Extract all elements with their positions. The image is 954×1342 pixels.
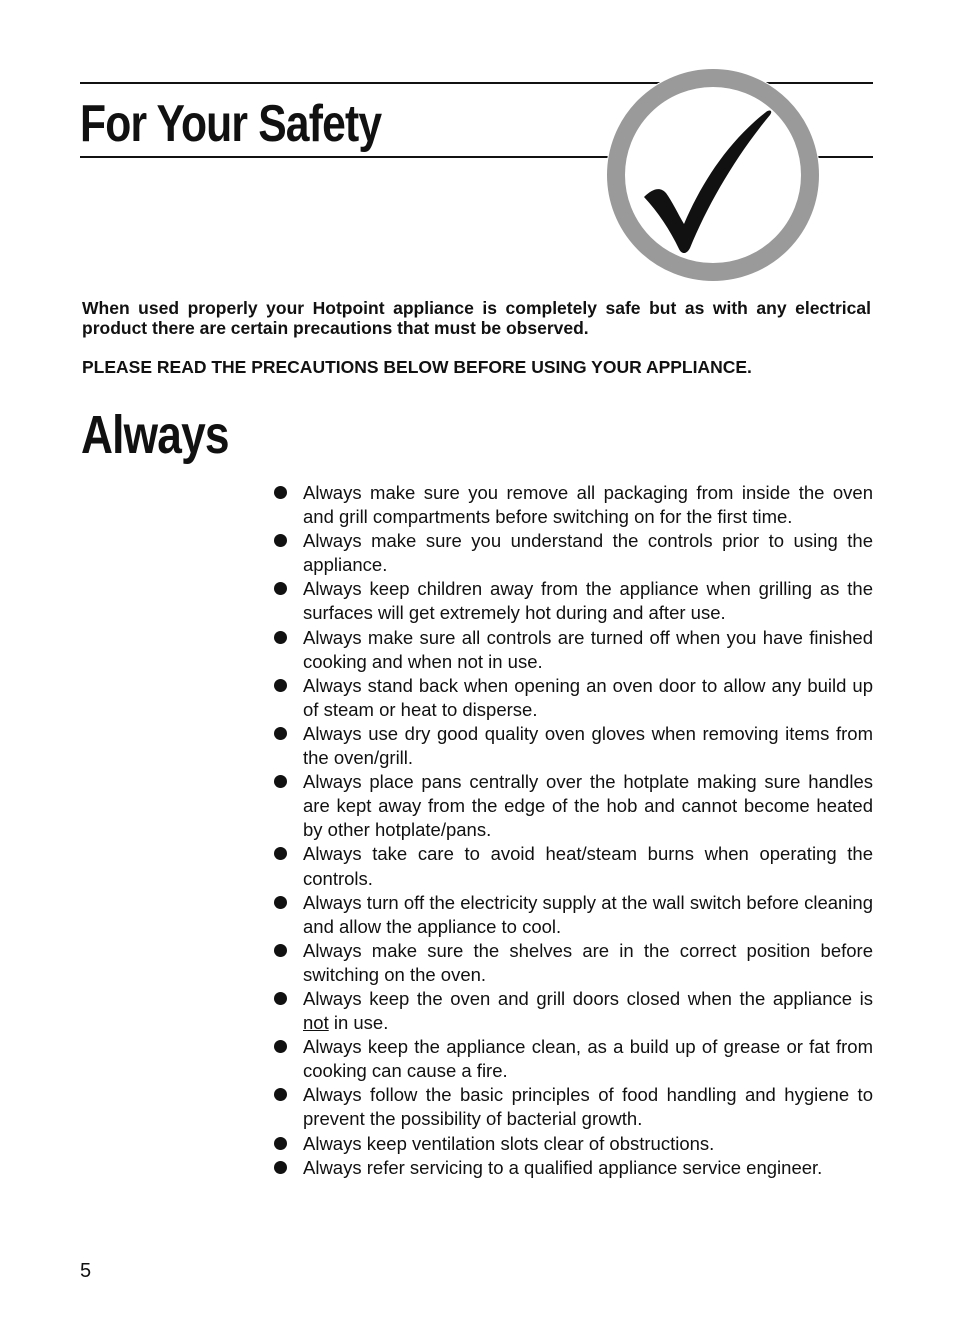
list-item-text: Always place pans centrally over the hotplate making sure handles are kept away from the edge of the hob and cannot become heated by other hotplate/pans. [303,771,873,841]
list-item-text-start: Always keep the oven and grill doors closed when the appliance is [303,987,873,1009]
bullet-icon [274,1088,287,1101]
list-item-text: Always make sure the shelves are in the correct position before switching on the oven. [303,939,873,985]
precautions-notice: PLEASE READ THE PRECAUTIONS BELOW BEFORE USING YOUR APPLIANCE. [82,357,752,377]
bullet-icon [274,775,287,788]
list-item-text: Always keep the appliance clean, as a build up of grease or fat from cooking can cause a fire. [303,1036,873,1082]
bullet-icon [274,1040,287,1053]
list-item-text: Always refer servicing to a qualified appliance service engineer. [303,1156,823,1178]
list-item [272,770,873,842]
list-item [272,674,873,722]
list-item-text: Always stand back when opening an oven door to allow any build up of steam or heat to disperse. [303,674,873,720]
list-item [272,842,873,890]
list-item [272,891,873,939]
list-item [272,939,873,987]
emphasized-word: not [303,1012,329,1034]
intro-paragraph: When used properly your Hotpoint appliance is completely safe but as with any electrical product there are certain precautions that must be observed. [82,298,871,338]
bullet-icon [274,679,287,692]
list-item-text: Always turn off the electricity supply at the wall switch before cleaning and allow the appliance to cool. [303,891,873,937]
list-item [272,1156,873,1180]
bullet-icon [274,486,287,499]
list-item-text: Always keep ventilation slots clear of obstructions. [303,1132,715,1154]
list-item [272,987,873,1035]
list-item [272,481,873,529]
list-item-text-end: in use. [328,1012,389,1034]
list-item [272,1035,873,1083]
list-item [272,1132,873,1156]
bullet-icon [274,582,287,595]
checkmark-circle-icon [598,64,828,294]
list-item [272,1083,873,1131]
bullet-icon [274,534,287,547]
list-item-text [303,988,873,1033]
list-item [272,626,873,674]
page-number: 5 [80,1260,92,1282]
list-item [272,577,873,625]
bullet-icon [274,1161,287,1174]
bullet-icon [274,727,287,740]
bullet-icon [274,847,287,860]
list-item-text: Always take care to avoid heat/steam burns when operating the controls. [303,843,873,889]
list-item-text: Always use dry good quality oven gloves when removing items from the oven/grill. [303,722,873,769]
page-title: For Your Safety [80,95,382,153]
bullet-icon [274,944,287,957]
bullet-icon [274,631,287,644]
section-heading: Always [81,405,229,465]
bullet-icon [274,992,287,1005]
list-item [272,722,873,770]
bullet-icon [274,1137,287,1150]
list-item-text: Always keep children away from the appliance when grilling as the surfaces will get extremely hot during and after use. [303,578,873,624]
list-item-text: Always make sure you remove all packaging from inside the oven and grill compartments before switching on for the first time. [303,482,873,528]
list-item-text: Always follow the basic principles of food handling and hygiene to prevent the possibility of bacterial growth. [303,1084,873,1130]
bullet-icon [274,896,287,909]
list-item-text: Always make sure you understand the controls prior to using the appliance. [303,530,873,576]
precaution-list [272,481,873,1180]
list-item [272,529,873,577]
list-item-text: Always make sure all controls are turned off when you have finished cooking and when not in use. [303,626,873,672]
